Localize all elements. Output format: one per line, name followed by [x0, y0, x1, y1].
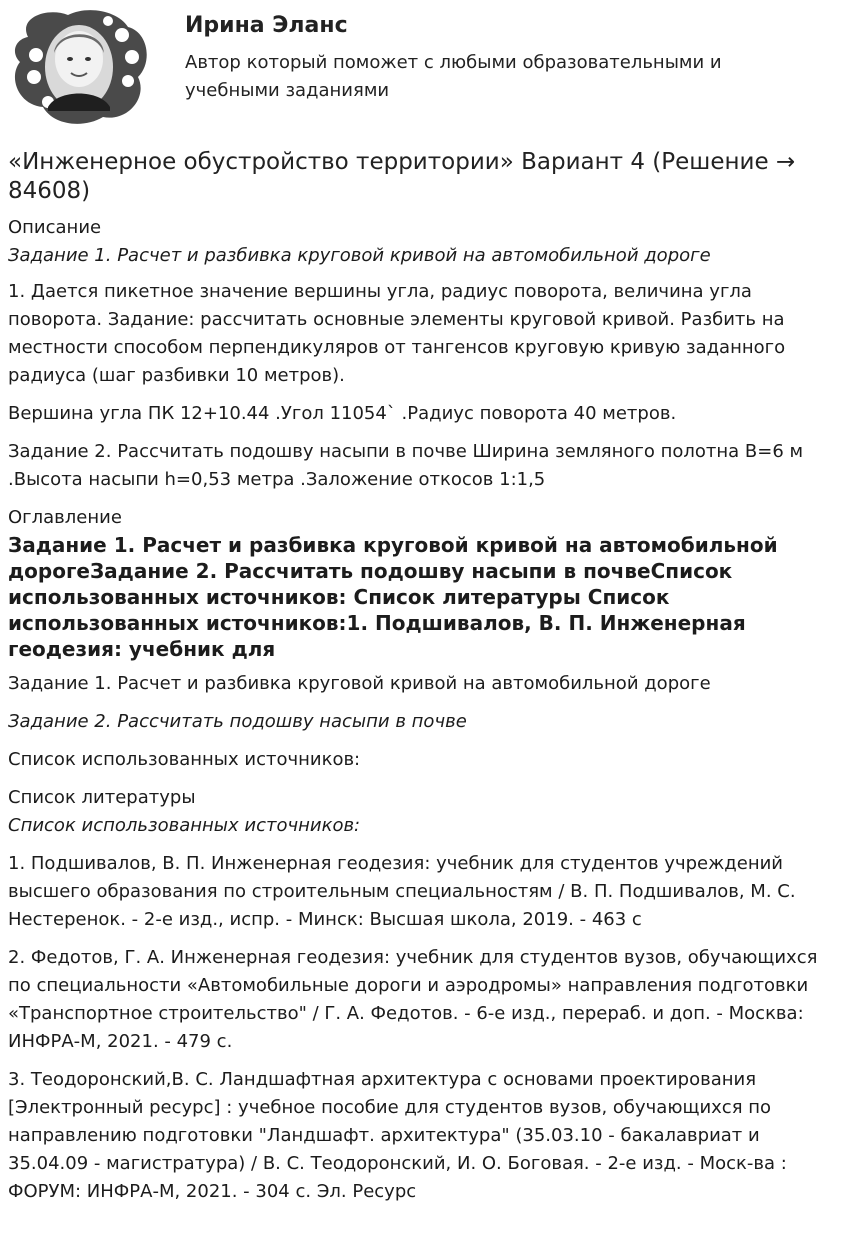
sources-heading-italic: Список использованных источников:: [8, 815, 361, 836]
sources-heading: Список использованных источников:: [8, 749, 361, 770]
document-title: «Инженерное обустройство территории» Вариант 4 (Решение → 84608): [8, 149, 796, 204]
document-content: [8, 148, 842, 1216]
description-task1: Задание 1. Расчет и разбивка круговой кривой на автомобильной дороге: [8, 245, 711, 266]
literature-heading: Список литературы: [8, 787, 196, 808]
author-name[interactable]: Ирина Эланс: [185, 13, 348, 38]
table-of-contents: Задание 1. Расчет и разбивка круговой кривой на автомобильной дорогеЗадание 2. Рассчитать подошву насыпи в почвеСписок использованных источников: Список литературы Список использованных источников:1. Подшивалов, В. П. Инженерная геодезия: учебник для: [8, 533, 778, 661]
reference-item: 3. Теодоронский,В. С. Ландшафтная архитектура с основами проектирования [Электронный ресурс] : учебное пособие для студентов вузов, обучающихся по направлению подготовки "Ландшафт. архитектура" (35.03.10 - бакалавриат и 35.04.09 - магистратура) / В. С. Теодоронский, И. О. Боговая. - 2-е изд. - Моск-ва : ФОРУМ: ИНФРА-М, 2021. - 304 с. Эл. Ресурс: [8, 1069, 787, 1202]
body-task1: Задание 1. Расчет и разбивка круговой кривой на автомобильной дороге: [8, 673, 711, 694]
description-paragraph: Вершина угла ПК 12+10.44 .Угол 11054` .Радиус поворота 40 метров.: [8, 403, 677, 424]
author-avatar[interactable]: [8, 7, 150, 125]
reference-item: 2. Федотов, Г. А. Инженерная геодезия: учебник для студентов вузов, обучающихся по специальности «Автомобильные дороги и аэродромы» направления подготовки «Транспортное строительство" / Г. А. Федотов. - 6-е изд., перераб. и доп. - Москва: ИНФРА-М, 2021. - 479 с.: [8, 947, 818, 1052]
author-header: [0, 0, 847, 140]
author-description: Автор который поможет с любыми образовательными и учебными заданиями: [185, 52, 722, 101]
toc-label: Оглавление: [8, 507, 122, 528]
description-paragraph: 1. Дается пикетное значение вершины угла, радиус поворота, величина угла поворота. Задание: рассчитать основные элементы круговой кривой. Разбить на местности способом перпендикуляров от тангенсов круговую кривую заданного радиуса (шаг разбивки 10 метров).: [8, 281, 786, 386]
description-paragraph: Задание 2. Рассчитать подошву насыпи в почве Ширина земляного полотна B=6 м .Высота насыпи h=0,53 метра .Заложение откосов 1:1,5: [8, 441, 804, 490]
body-task2: Задание 2. Рассчитать подошву насыпи в почве: [8, 711, 467, 732]
reference-item: 1. Подшивалов, В. П. Инженерная геодезия: учебник для студентов учреждений высшего образования по строительным специальностям / В. П. Подшивалов, М. С. Нестеренок. - 2-е изд., испр. - Минск: Высшая школа, 2019. - 463 с: [8, 853, 796, 930]
description-label: Описание: [8, 217, 102, 238]
